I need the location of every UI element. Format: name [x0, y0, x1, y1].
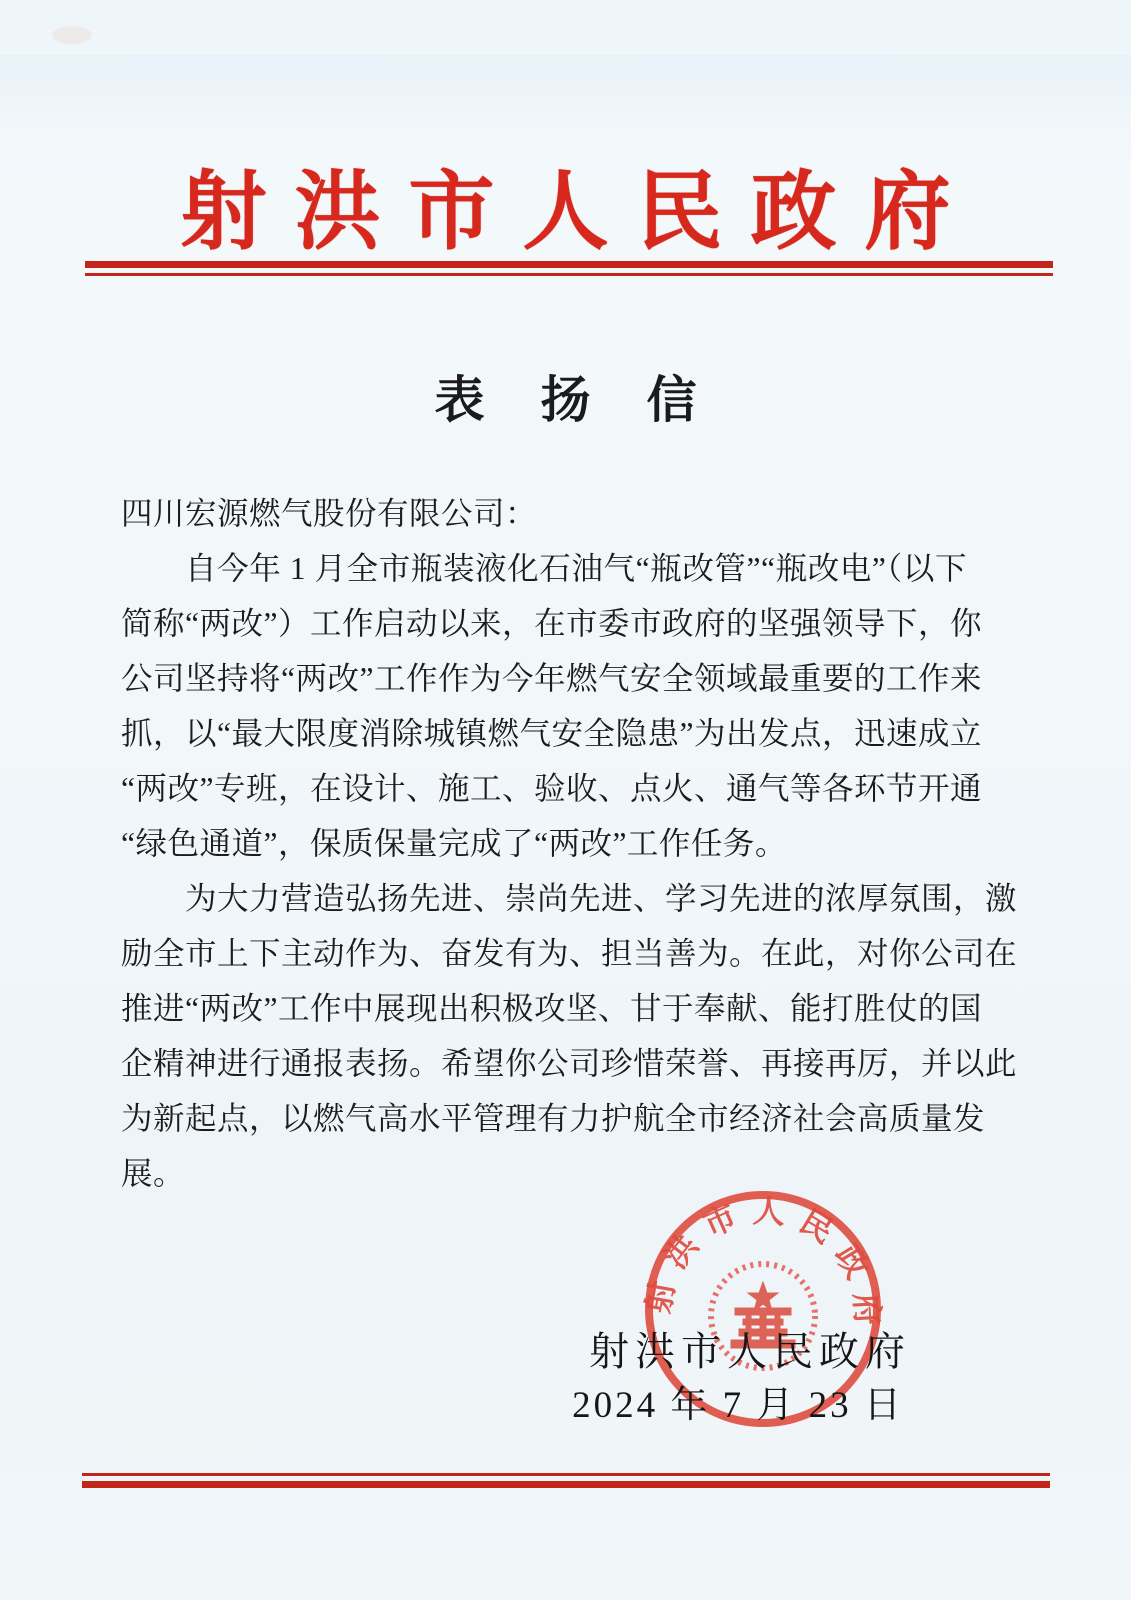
body-line: “两改”专班，在设计、施工、验收、点火、通气等各环节开通: [121, 771, 982, 806]
document-title: 表扬信: [434, 372, 753, 428]
letterhead-rule-thin: [85, 273, 1053, 276]
body-line: 励全市上下主动作为、奋发有为、担当善为。在此，对你公司在: [121, 936, 1018, 971]
letterhead-org-name: 射洪市人民政府: [180, 164, 979, 260]
seal-ring-text: 射洪市人民政府: [640, 1192, 886, 1327]
body-line: 简称“两改”）工作启动以来，在市委市政府的坚强领导下，你: [121, 606, 982, 641]
body-line: 公司坚持将“两改”工作作为今年燃气安全领域最重要的工作来: [121, 661, 982, 696]
scan-artifact: [52, 26, 92, 44]
body-line: 企精神进行通报表扬。希望你公司珍惜荣誉、再接再厉，并以此: [121, 1046, 1018, 1081]
body-line: 为新起点，以燃气高水平管理有力护航全市经济社会高质量发: [121, 1101, 986, 1136]
footer-rule-thick: [82, 1481, 1050, 1488]
body-line: 自今年 1 月全市瓶装液化石油气“瓶改管”“瓶改电”（以下: [185, 551, 967, 586]
footer-rule-thin: [82, 1473, 1050, 1476]
body-line: 抓，以“最大限度消除城镇燃气安全隐患”为出发点，迅速成立: [121, 716, 982, 751]
salutation-line: 四川宏源燃气股份有限公司：: [121, 496, 538, 531]
body-line: “绿色通道”，保质保量完成了“两改”工作任务。: [121, 826, 787, 861]
svg-text:射洪市人民政府: [640, 1193, 886, 1327]
body-line: 展。: [121, 1156, 186, 1191]
document-date: 2024 年 7 月 23 日: [572, 1385, 904, 1426]
body-line: 推进“两改”工作中展现出积极攻坚、甘于奉献、能打胜仗的国: [121, 991, 982, 1026]
letterhead-rule-thick: [85, 261, 1053, 268]
signature-org-name: 射洪市人民政府: [589, 1329, 911, 1374]
body-line: 为大力营造弘扬先进、崇尚先进、学习先进的浓厚氛围，激: [185, 881, 1018, 916]
scan-artifact: [0, 55, 1131, 125]
letter-body: [121, 486, 1018, 1201]
